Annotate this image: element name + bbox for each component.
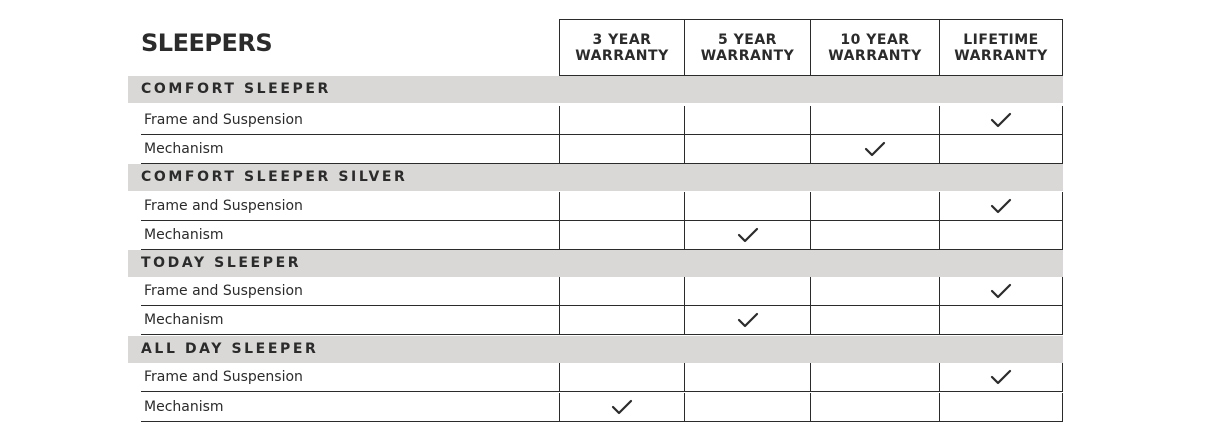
checkmark-icon — [990, 112, 1012, 128]
cell-5-year — [684, 277, 810, 305]
cell-3-year — [559, 393, 684, 421]
cell-10-year — [810, 363, 939, 391]
cell-lifetime — [939, 106, 1063, 134]
column-header-line1: 10 YEAR — [840, 31, 910, 48]
row-label: Frame and Suspension — [144, 369, 303, 385]
column-header-line2: WARRANTY — [954, 47, 1048, 64]
row-label: Mechanism — [144, 312, 224, 328]
cell-10-year — [810, 221, 939, 249]
checkmark-icon — [737, 227, 759, 243]
column-header-line2: WARRANTY — [828, 47, 922, 64]
cell-5-year — [684, 363, 810, 391]
checkmark-icon — [611, 399, 633, 415]
column-header-line1: 5 YEAR — [718, 31, 777, 48]
section-all-day-sleeper — [128, 336, 1063, 363]
cell-3-year — [559, 306, 684, 334]
table-row — [141, 393, 1063, 422]
cell-lifetime — [939, 393, 1063, 421]
row-label: Mechanism — [144, 399, 224, 415]
row-label: Mechanism — [144, 227, 224, 243]
section-label: COMFORT SLEEPER SILVER — [141, 169, 408, 185]
table-row — [141, 363, 1063, 392]
table-row — [141, 192, 1063, 221]
table-title: SLEEPERS — [141, 29, 273, 57]
column-header-line2: WARRANTY — [575, 47, 669, 64]
section-today-sleeper — [128, 250, 1063, 277]
cell-5-year — [684, 393, 810, 421]
row-label: Mechanism — [144, 141, 224, 157]
checkmark-icon — [990, 283, 1012, 299]
column-header-line1: LIFETIME — [963, 31, 1039, 48]
cell-10-year — [810, 192, 939, 220]
column-header-5-year — [684, 19, 810, 76]
row-label: Frame and Suspension — [144, 198, 303, 214]
cell-5-year — [684, 192, 810, 220]
column-header-line1: 3 YEAR — [592, 31, 652, 48]
column-header-3-year — [559, 19, 684, 76]
section-comfort-sleeper — [128, 76, 1063, 103]
table-row — [141, 277, 1063, 306]
column-header-10-year — [810, 19, 939, 76]
table-row — [141, 106, 1063, 135]
cell-lifetime — [939, 135, 1063, 163]
cell-lifetime — [939, 192, 1063, 220]
cell-5-year — [684, 306, 810, 334]
cell-10-year — [810, 306, 939, 334]
cell-5-year — [684, 106, 810, 134]
cell-lifetime — [939, 221, 1063, 249]
cell-3-year — [559, 135, 684, 163]
column-header-lifetime — [939, 19, 1063, 76]
cell-10-year — [810, 135, 939, 163]
checkmark-icon — [990, 198, 1012, 214]
section-label: ALL DAY SLEEPER — [141, 341, 319, 357]
cell-lifetime — [939, 306, 1063, 334]
cell-lifetime — [939, 363, 1063, 391]
cell-5-year — [684, 135, 810, 163]
column-header-line2: WARRANTY — [700, 47, 795, 64]
section-label: COMFORT SLEEPER — [141, 81, 331, 97]
cell-5-year — [684, 221, 810, 249]
cell-3-year — [559, 192, 684, 220]
cell-10-year — [810, 393, 939, 421]
cell-3-year — [559, 221, 684, 249]
table-row — [141, 306, 1063, 335]
checkmark-icon — [990, 369, 1012, 385]
row-label: Frame and Suspension — [144, 112, 303, 128]
table-row — [141, 135, 1063, 164]
cell-lifetime — [939, 277, 1063, 305]
cell-10-year — [810, 106, 939, 134]
cell-3-year — [559, 106, 684, 134]
table-row — [141, 221, 1063, 250]
checkmark-icon — [864, 141, 886, 157]
checkmark-icon — [737, 312, 759, 328]
cell-3-year — [559, 277, 684, 305]
section-comfort-sleeper-silver — [128, 164, 1063, 191]
cell-3-year — [559, 363, 684, 391]
section-label: TODAY SLEEPER — [141, 255, 302, 271]
row-label: Frame and Suspension — [144, 283, 303, 299]
cell-10-year — [810, 277, 939, 305]
